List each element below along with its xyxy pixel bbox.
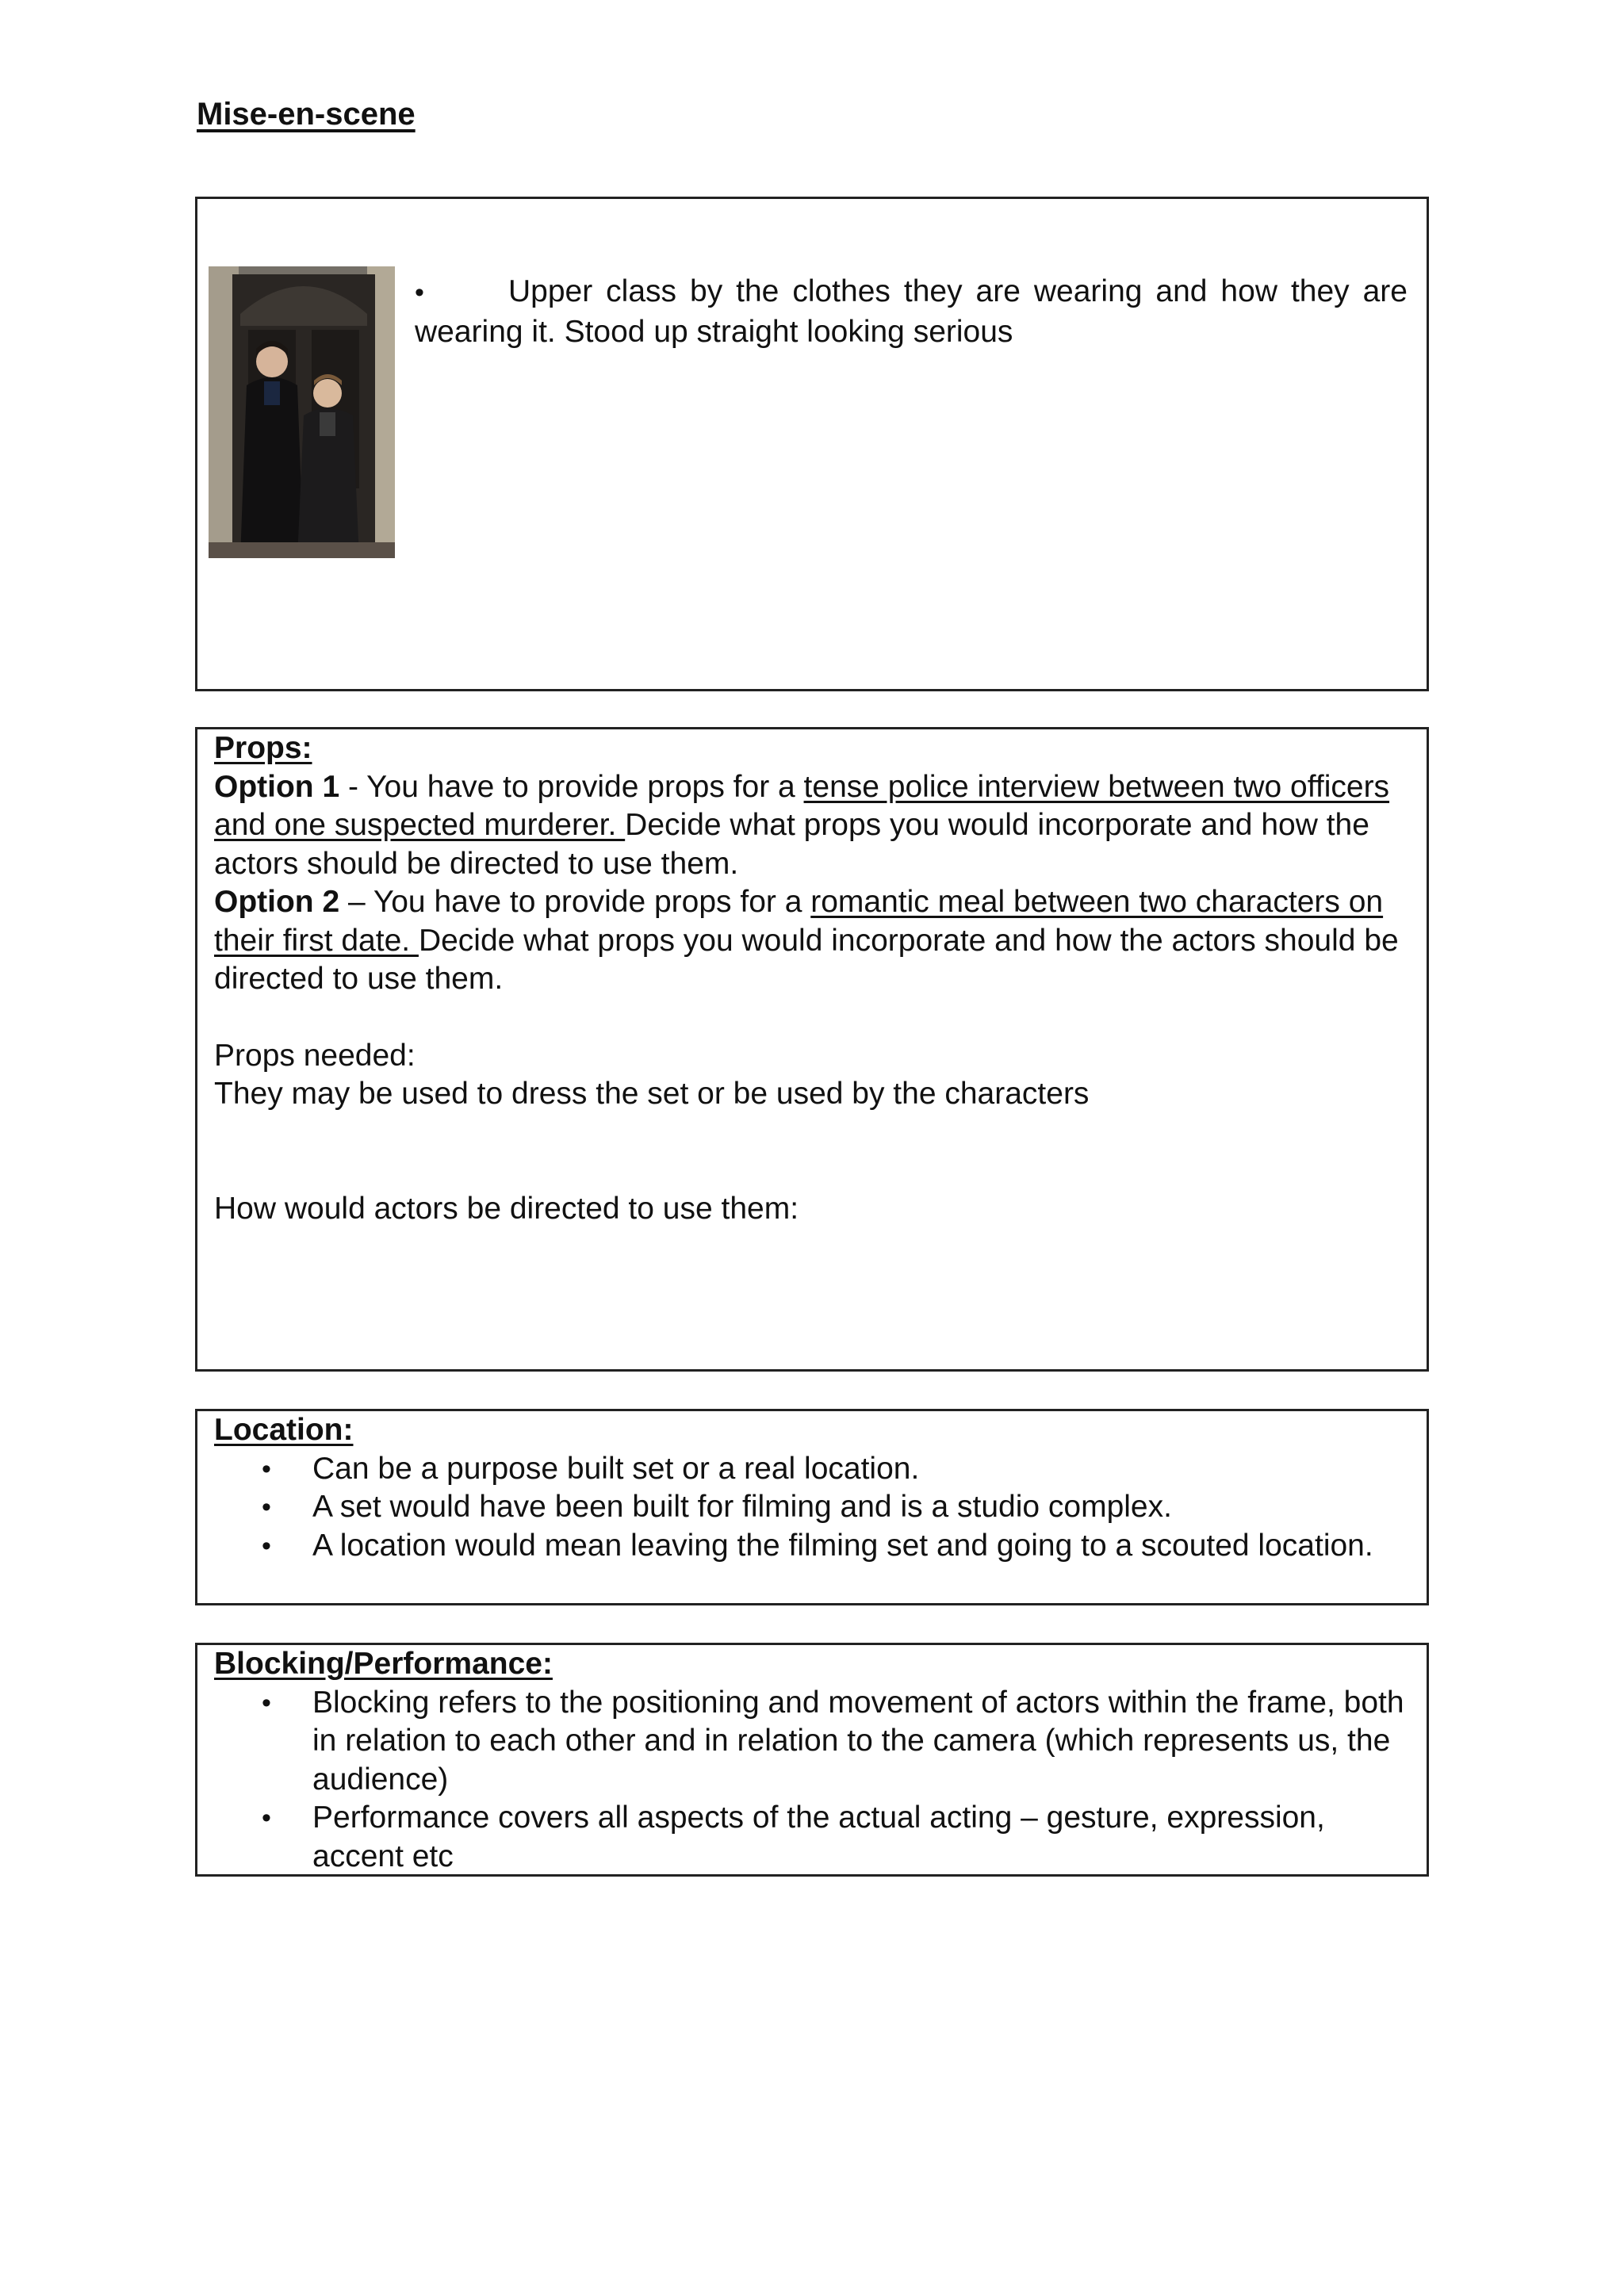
photo-section-box — [195, 197, 1429, 691]
props-needed-text: They may be used to dress the set or be used by the characters — [214, 1077, 1090, 1111]
blocking-box — [195, 1643, 1429, 1877]
photo-description — [415, 272, 1408, 352]
option-2-scenario: romantic meal between two characters on their first date. — [214, 885, 1384, 958]
props-content — [214, 729, 1412, 1228]
list-item: • A set would have been built for filming and is a studio complex. — [214, 1488, 1412, 1527]
props-heading: Props: — [214, 731, 312, 765]
props-option-2 — [214, 883, 1412, 999]
option-1-post: Decide what props you would incorporate and how the actors should be directed to use them. — [214, 808, 1369, 881]
list-item: • Can be a purpose built set or a real location. — [214, 1450, 1412, 1489]
props-actors-label: How would actors be directed to use them: — [214, 1191, 799, 1226]
option-2-pre: – You have to provide props for a — [339, 885, 811, 919]
blocking-content — [214, 1645, 1412, 1876]
list-item: • A location would mean leaving the filming set and going to a scouted location. — [214, 1527, 1412, 1566]
photo-description-text: Upper class by the clothes they are wearing and how they are wearing it. Stood up straight looking serious — [415, 274, 1408, 349]
list-item: • Performance covers all aspects of the actual acting – gesture, expression, accent etc — [262, 1800, 1325, 1873]
option-1-label: Option 1 — [214, 769, 340, 804]
option-1-pre: - You have to provide props for a — [339, 769, 804, 804]
bullet-icon: • — [262, 1492, 271, 1522]
location-heading: Location: — [214, 1413, 354, 1447]
bullet-icon: • — [262, 1530, 271, 1561]
bullet-icon: • — [262, 1453, 271, 1484]
option-1-scenario: tense police interview between two officers and one suspected murderer. — [214, 769, 1390, 842]
bullet-icon: • — [262, 1687, 271, 1718]
option-2-label: Option 2 — [214, 885, 340, 919]
list-item: • Blocking refers to the positioning and movement of actors within the frame, both in relation to each other and in relation to the camera (which represents us, the audience) — [262, 1685, 1404, 1797]
props-needed-label: Props needed: — [214, 1038, 416, 1073]
props-box — [195, 727, 1429, 1372]
location-list — [214, 1450, 1412, 1566]
blocking-list — [214, 1684, 1412, 1877]
characters-photo — [209, 266, 395, 558]
option-2-post: Decide what props you would incorporate and how the actors should be directed to use them. — [214, 923, 1399, 996]
bullet-icon: • — [262, 1803, 271, 1833]
location-content — [214, 1411, 1412, 1565]
page-title: Mise-en-scene — [197, 97, 416, 132]
blocking-heading: Blocking/Performance: — [214, 1647, 553, 1681]
props-option-1 — [214, 768, 1412, 884]
bullet-icon: • — [415, 277, 424, 308]
location-box — [195, 1409, 1429, 1605]
